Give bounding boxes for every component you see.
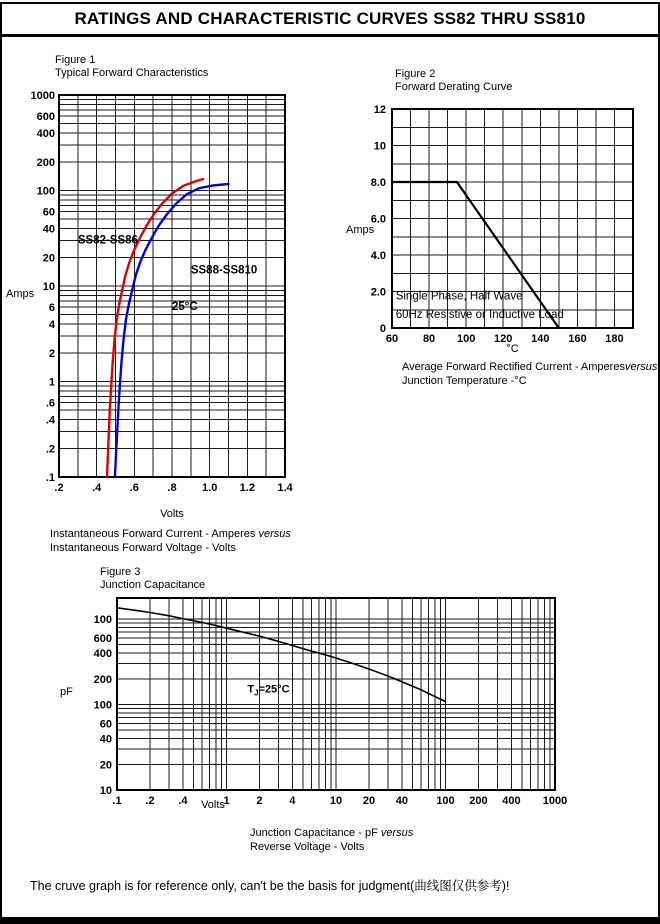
x-tick-label: .4: [178, 795, 188, 807]
figure-3-title: Junction Capacitance: [100, 579, 206, 591]
page-title-text: RATINGS AND CHARACTERISTIC CURVES SS82 THRU SS810: [74, 9, 586, 28]
y-tick-label: 1000: [30, 90, 55, 102]
x-tick-label: 1: [223, 795, 230, 807]
x-tick-label: 400: [502, 795, 521, 807]
grid: [59, 95, 285, 477]
x-tick-label: 1.4: [277, 482, 293, 494]
figure-2-title: Forward Derating Curve: [395, 81, 513, 93]
figure-2-caption-line2: Junction Temperature -°C: [402, 375, 527, 387]
figure-3-caption-line2: Reverse Voltage - Volts: [250, 841, 365, 853]
y-tick-label: .1: [45, 472, 55, 484]
x-tick-label: .4: [92, 482, 102, 494]
figure-1-heading: [55, 54, 208, 80]
grid: [117, 598, 555, 790]
x-tick-label: 1.0: [202, 482, 218, 494]
x-tick-label: .2: [54, 482, 64, 494]
y-tick-label: 20: [42, 252, 55, 265]
figure-2-caption: [402, 360, 657, 388]
y-tick-label: 10: [99, 785, 112, 797]
figure-2-x-unit: °C: [506, 343, 519, 355]
x-tick-label: 140: [531, 333, 550, 345]
figure-3-plot: [40, 590, 620, 820]
x-tick-label: 160: [568, 333, 587, 345]
figure-3-caption: [250, 826, 413, 854]
x-tick-label: 1.2: [239, 482, 255, 494]
y-tick-label: 100: [36, 185, 55, 198]
figure-2-y-unit: Amps: [346, 224, 375, 236]
x-tick-label: 100: [456, 333, 476, 345]
x-tick-label: 60: [385, 333, 399, 345]
y-tick-label: 600: [36, 111, 55, 124]
x-tick-label: 200: [469, 795, 488, 807]
x-tick-label: 10: [329, 795, 343, 807]
figure-2-plot: [330, 100, 660, 355]
plot-annotation: 25°C: [172, 301, 198, 314]
figure-2-label: Figure 2: [395, 68, 436, 80]
x-tick-label: 20: [362, 795, 376, 807]
y-tick-label: 400: [93, 648, 112, 661]
figure-2-caption-line1: Average Forward Rectified Current - Amperesversus: [402, 361, 658, 373]
y-tick-label: 200: [93, 673, 112, 686]
figure-1-label: Figure 1: [55, 54, 96, 66]
y-tick-label: 2: [48, 347, 55, 360]
y-tick-label: 200: [36, 156, 55, 169]
plot-annotation: SS82-SS86: [77, 234, 138, 247]
y-tick-label: 8.0: [370, 177, 386, 189]
y-tick-label: 2.0: [370, 286, 386, 299]
x-tick-label: 180: [605, 333, 624, 345]
x-tick-label: 100: [436, 795, 455, 807]
x-tick-label: 40: [395, 795, 409, 807]
plot-annotation: $T_J=25^\circ C$: [247, 683, 290, 698]
figure-3-caption-line1: Junction Capacitance - pF versus: [250, 827, 414, 839]
figure-1-y-unit: Amps: [6, 288, 35, 300]
tick-labels: [31, 90, 294, 494]
x-tick-label: 1000: [542, 795, 568, 807]
y-tick-label: 1: [48, 376, 55, 389]
y-tick-label: 12: [373, 104, 386, 116]
figure-1-caption-line1: Instantaneous Forward Current - Amperes versus: [50, 528, 291, 540]
x-tick-label: 4: [289, 795, 296, 807]
page-title: [0, 2, 660, 37]
plot-annotation: Single Phase, Half Wave: [395, 290, 523, 303]
y-tick-label: 60: [99, 718, 112, 731]
x-tick-label: .1: [112, 795, 122, 807]
y-tick-label: 4: [48, 319, 55, 332]
y-tick-label: 600: [93, 632, 112, 645]
figure-1-plot: [0, 85, 300, 510]
x-tick-label: 120: [494, 333, 513, 345]
x-tick-label: .8: [167, 482, 177, 494]
y-tick-label: 400: [36, 128, 55, 141]
y-tick-label: 6.0: [370, 213, 386, 226]
x-tick-label: .2: [145, 795, 155, 807]
footnote: The cruve graph is for reference only, can't be the basis for judgment(曲线图仅供参考)!: [30, 879, 510, 893]
y-tick-label: 40: [42, 223, 55, 236]
y-tick-label: 100: [93, 613, 112, 626]
y-tick-label: 10: [373, 140, 386, 153]
y-tick-label: 40: [99, 733, 112, 746]
y-tick-label: 0: [379, 323, 386, 335]
x-tick-label: .6: [129, 482, 139, 494]
tick-labels: [94, 614, 568, 807]
figure-1-caption-line2: Instantaneous Forward Voltage - Volts: [50, 542, 236, 554]
plot-annotation: 60Hz Resistive or Inductive Load: [395, 308, 564, 321]
x-tick-label: 2: [256, 795, 263, 807]
y-tick-label: 10: [42, 281, 55, 293]
figure-3-y-unit: pF: [60, 686, 73, 698]
y-tick-label: 20: [99, 759, 112, 772]
figure-1-x-unit: Volts: [160, 508, 184, 520]
figure-3-label: Figure 3: [100, 566, 141, 578]
y-tick-label: 100: [93, 699, 112, 712]
y-tick-label: .2: [45, 443, 55, 456]
y-tick-label: 60: [42, 206, 55, 219]
figure-1-caption: [50, 527, 291, 555]
y-tick-label: .6: [45, 397, 55, 410]
series-SS82-SS86: [107, 179, 203, 477]
plot-annotation: SS88-SS810: [190, 264, 258, 277]
y-tick-label: .4: [45, 414, 55, 427]
y-tick-label: 6: [48, 302, 55, 315]
x-tick-label: 80: [422, 333, 436, 345]
y-tick-label: 4.0: [370, 250, 386, 262]
figure-2-heading: [395, 68, 512, 94]
figure-1-title: Typical Forward Characteristics: [55, 67, 209, 79]
figure-3-x-unit: Volts: [201, 799, 225, 811]
page-bottom-bar: [0, 917, 660, 924]
figure-3-heading: [100, 566, 205, 592]
